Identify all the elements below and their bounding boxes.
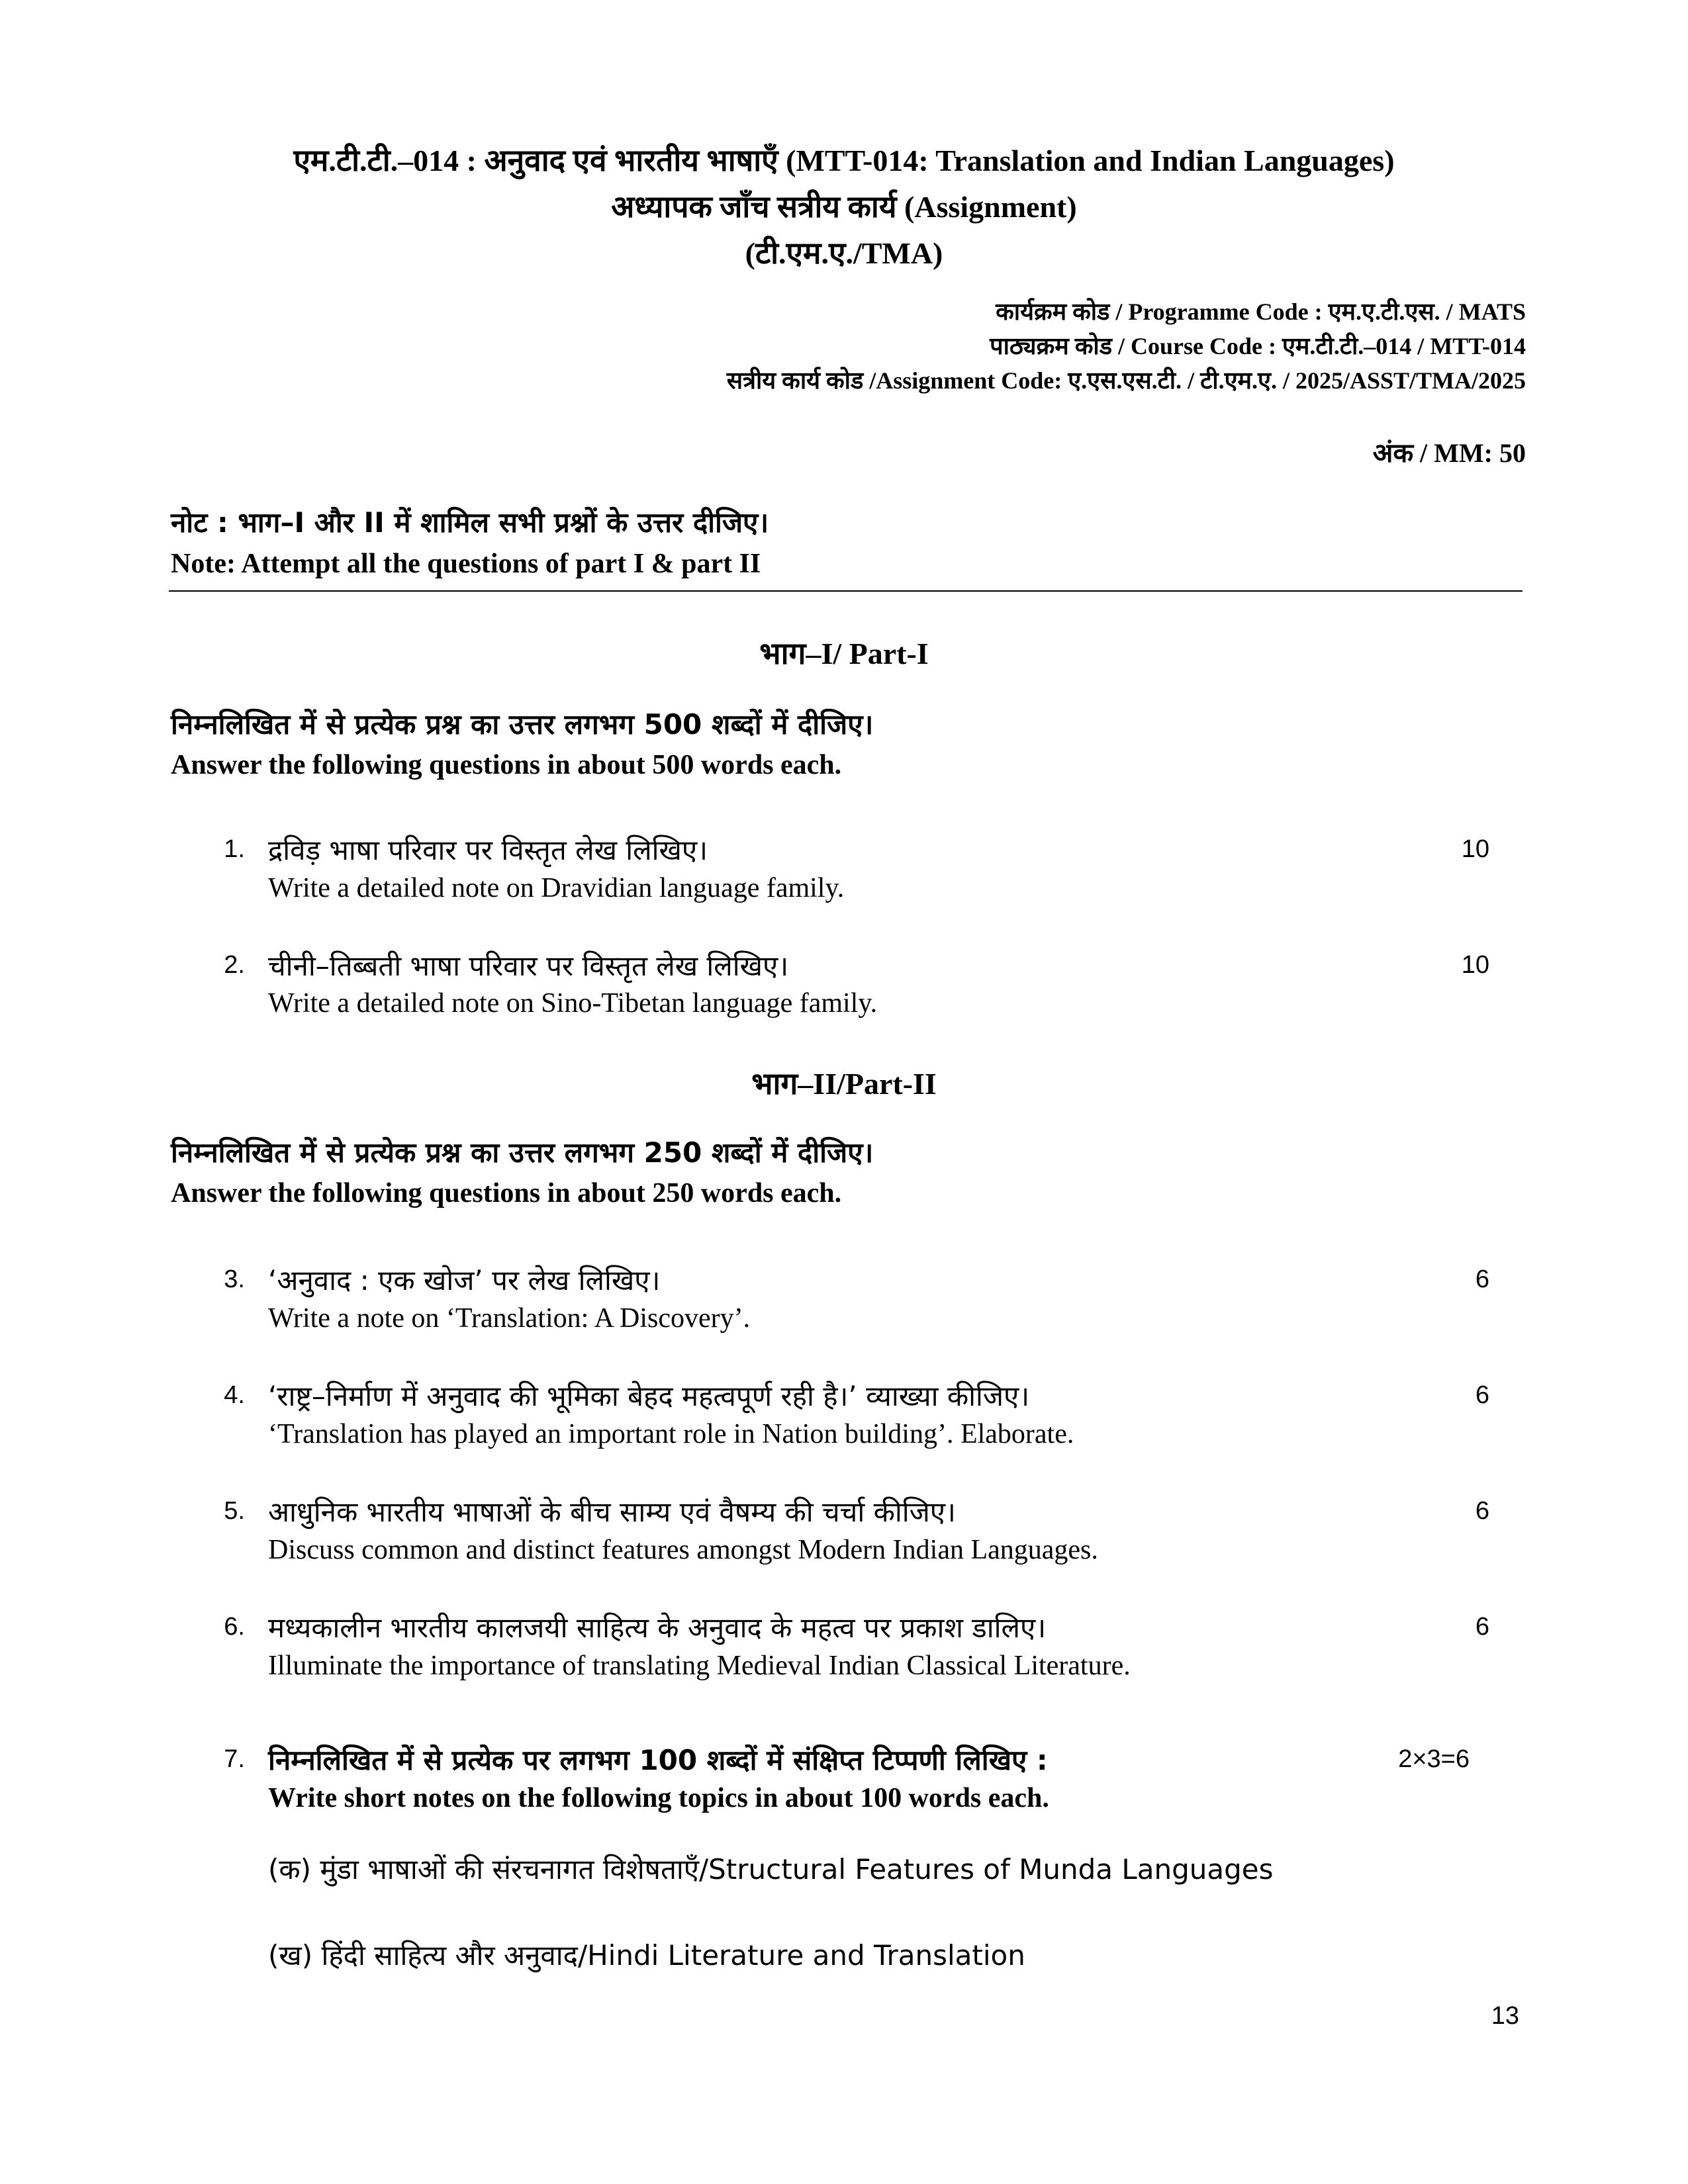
document-subtitle: अध्यापक जाँच सत्रीय कार्य (Assignment) bbox=[611, 190, 1077, 224]
question-marks: 2×3=6 bbox=[1398, 1745, 1470, 1773]
part2-instruction-english: Answer the following questions in about 250 words each. bbox=[171, 1178, 842, 1208]
question-english: Illuminate the importance of translating Medieval Indian Classical Literature. bbox=[268, 1651, 1131, 1681]
page-number: 13 bbox=[1491, 2002, 1519, 2030]
course-code: पाठ्यक्रम कोड / Course Code : एम.टी.टी.–014 / MTT-014 bbox=[990, 333, 1526, 359]
question-hindi: ‘राष्ट्र–निर्माण में अनुवाद की भूमिका बेहद महत्वपूर्ण रही है।’ व्याख्या कीजिए। bbox=[268, 1380, 1030, 1412]
question-number: 7. bbox=[224, 1745, 245, 1773]
question-english: ‘Translation has played an important role in Nation building’. Elaborate. bbox=[268, 1419, 1074, 1449]
question-english: Discuss common and distinct features amongst Modern Indian Languages. bbox=[268, 1535, 1098, 1565]
note-hindi: नोट : भाग–I और II में शामिल सभी प्रश्नों के उत्तर दीजिए। bbox=[171, 506, 769, 539]
question7-english: Write short notes on the following topics in about 100 words each. bbox=[268, 1783, 1049, 1813]
question-english: Write a detailed note on Dravidian language family. bbox=[268, 873, 845, 903]
question-hindi: मध्यकालीन भारतीय कालजयी साहित्य के अनुवाद के महत्व पर प्रकाश डालिए। bbox=[268, 1612, 1047, 1644]
question-marks: 6 bbox=[1475, 1613, 1489, 1641]
question-number: 1. bbox=[224, 835, 245, 863]
question-english: Write a detailed note on Sino-Tibetan language family. bbox=[268, 988, 878, 1019]
question-number: 6. bbox=[224, 1613, 245, 1641]
subitem-kha: (ख) हिंदी साहित्य और अनुवाद/Hindi Literature and Translation bbox=[268, 1939, 1025, 1972]
question-marks: 10 bbox=[1461, 835, 1489, 863]
question-hindi: ‘अनुवाद : एक खोज’ पर लेख लिखिए। bbox=[268, 1264, 661, 1297]
question-number: 4. bbox=[224, 1381, 245, 1409]
divider-line bbox=[169, 590, 1523, 592]
document-title: एम.टी.टी.–014 : अनुवाद एवं भारतीय भाषाएँ (MTT-014: Translation and Indian Languages) bbox=[293, 144, 1395, 177]
part1-instruction-english: Answer the following questions in about 500 words each. bbox=[171, 750, 842, 780]
question-number: 3. bbox=[224, 1265, 245, 1293]
part1-instruction-hindi: निम्नलिखित में से प्रत्येक प्रश्न का उत्तर लगभग 500 शब्दों में दीजिए। bbox=[171, 708, 874, 741]
subitem-ka: (क) मुंडा भाषाओं की संरचनागत विशेषताएँ/Structural Features of Munda Languages bbox=[268, 1853, 1274, 1886]
programme-code: कार्यक्रम कोड / Programme Code : एम.ए.टी.एस. / MATS bbox=[996, 298, 1526, 325]
question-hindi: आधुनिक भारतीय भाषाओं के बीच साम्य एवं वैषम्य की चर्चा कीजिए। bbox=[268, 1496, 956, 1528]
question-hindi: द्रविड़ भाषा परिवार पर विस्तृत लेख लिखिए। bbox=[268, 834, 708, 866]
note-english: Note: Attempt all the questions of part I & part II bbox=[171, 549, 761, 579]
question-marks: 6 bbox=[1475, 1497, 1489, 1525]
part2-instruction-hindi: निम्नलिखित में से प्रत्येक प्रश्न का उत्तर लगभग 250 शब्दों में दीजिए। bbox=[171, 1136, 874, 1169]
question-english: Write a note on ‘Translation: A Discovery’. bbox=[268, 1303, 751, 1334]
document-subtitle-tma: (टी.एम.ए./TMA) bbox=[745, 236, 943, 270]
question-number: 5. bbox=[224, 1497, 245, 1525]
question-number: 2. bbox=[224, 951, 245, 979]
question-marks: 6 bbox=[1475, 1265, 1489, 1293]
max-marks: अंक / MM: 50 bbox=[1372, 438, 1526, 468]
assignment-code: सत्रीय कार्य कोड /Assignment Code: ए.एस.एस.टी. / टी.एम.ए. / 2025/ASST/TMA/2025 bbox=[726, 367, 1526, 394]
part2-heading: भाग–II/Part-II bbox=[751, 1067, 937, 1101]
question-marks: 6 bbox=[1475, 1381, 1489, 1409]
part1-heading: भाग–I/ Part-I bbox=[759, 637, 929, 670]
question-marks: 10 bbox=[1461, 951, 1489, 979]
question7-hindi: निम्नलिखित में से प्रत्येक पर लगभग 100 शब्दों में संक्षिप्त टिप्पणी लिखिए : bbox=[268, 1744, 1048, 1776]
question-hindi: चीनी–तिब्बती भाषा परिवार पर विस्तृत लेख लिखिए। bbox=[268, 950, 789, 982]
